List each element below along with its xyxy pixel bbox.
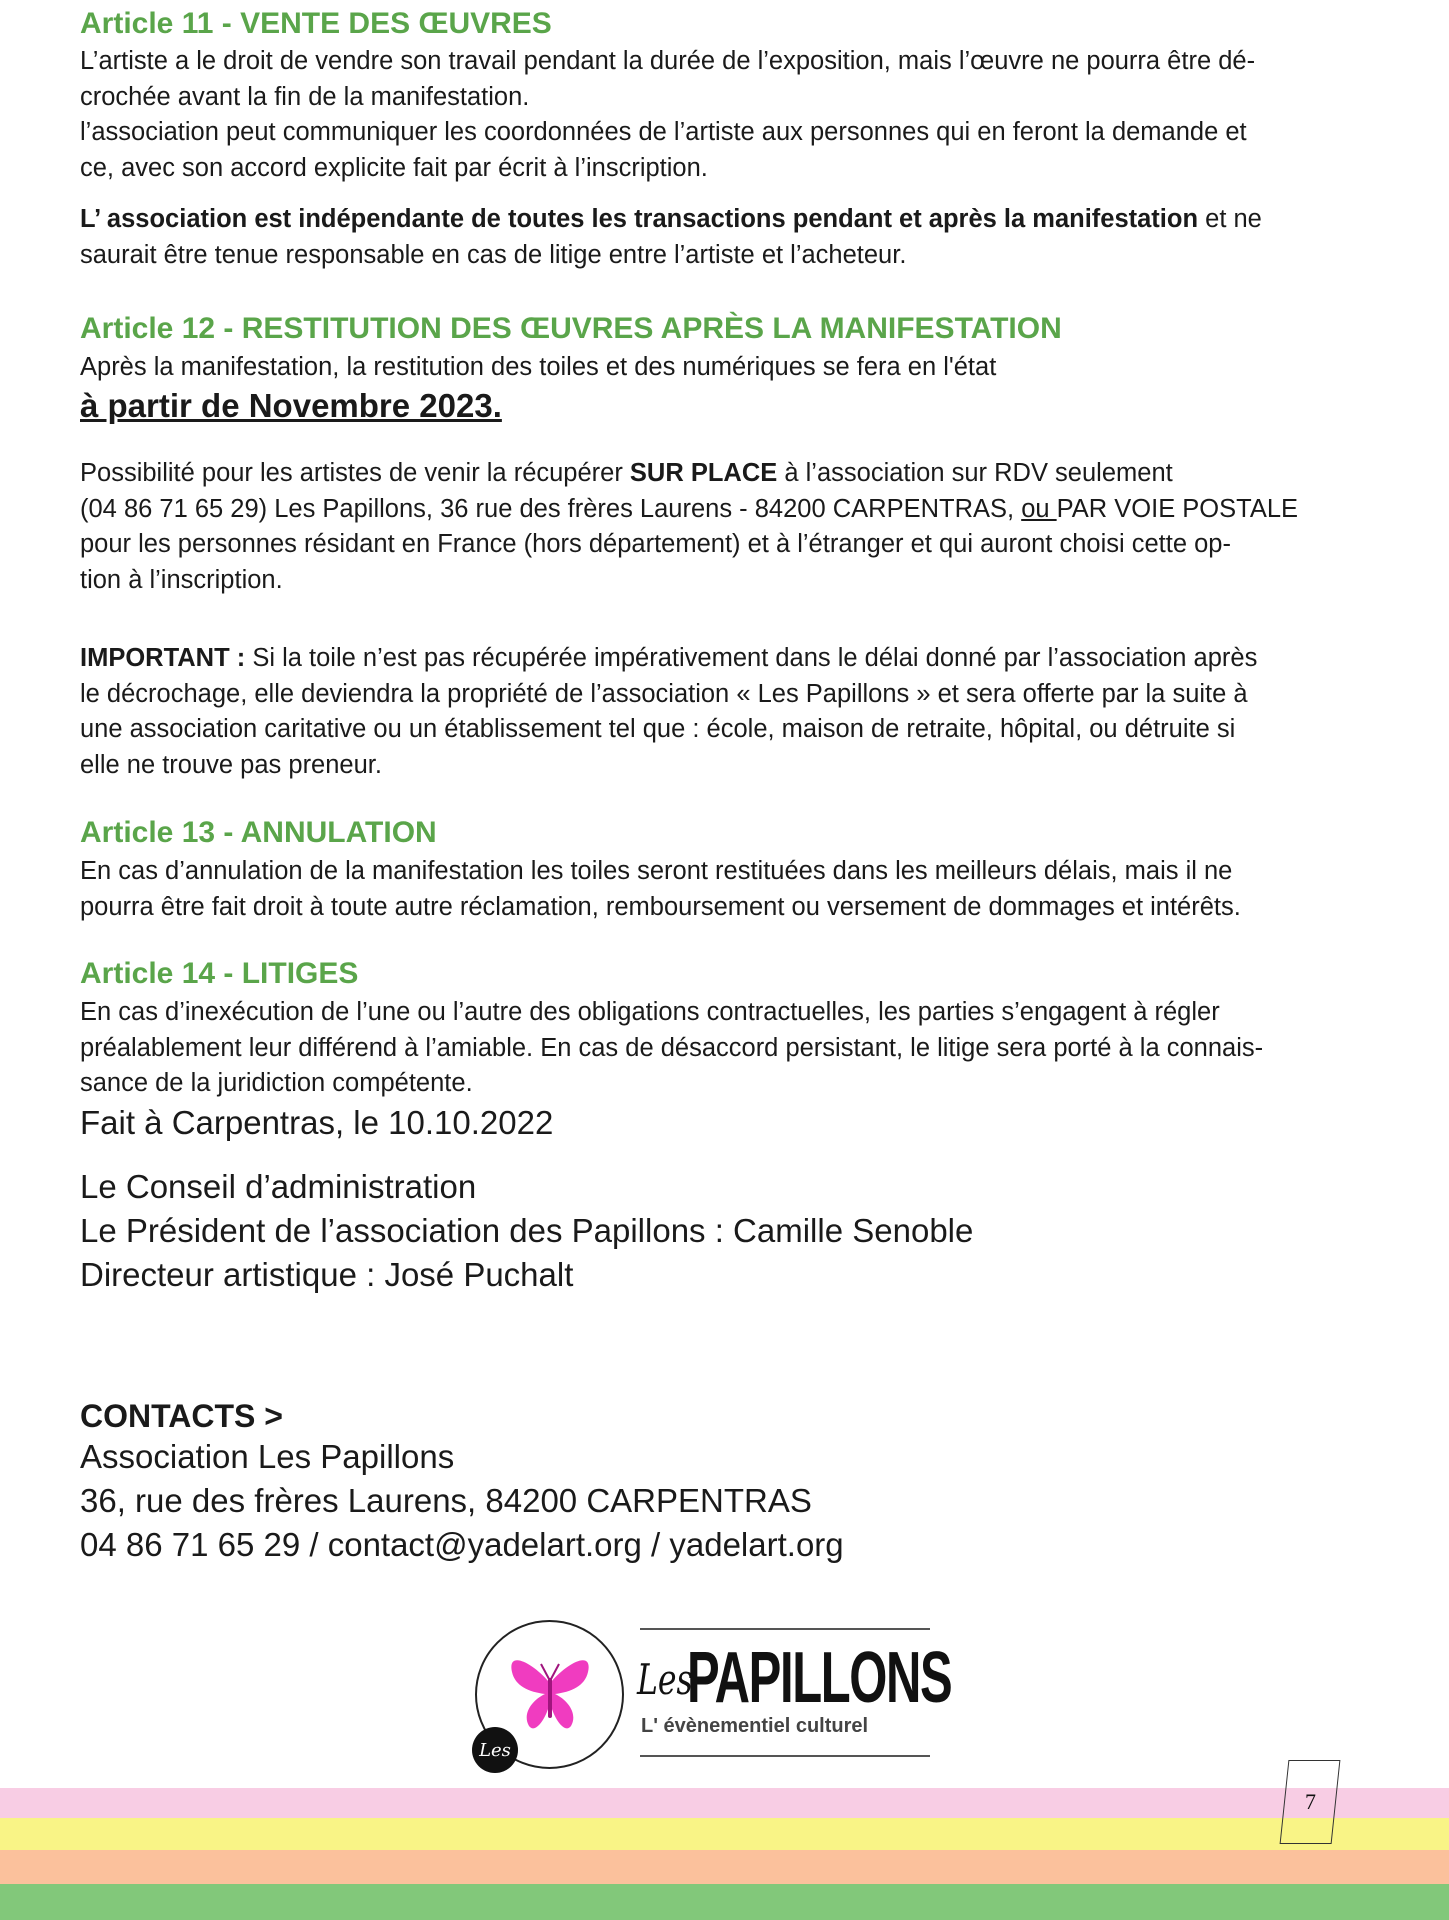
logo-name: PAPILLONS xyxy=(687,1638,952,1718)
text-line: pour les personnes résidant en France (hors département) et à l’étranger et qui auront choisi cette op- xyxy=(80,530,1231,558)
les-papillons-logo xyxy=(475,1615,952,1775)
footer-stripe-green xyxy=(0,1884,1449,1920)
footer-stripe-orange xyxy=(0,1850,1449,1884)
president-line: Le Président de l’association des Papillons : Camille Senoble xyxy=(80,1212,974,1249)
contact-name: Association Les Papillons xyxy=(80,1438,455,1475)
bold-statement: L’ association est indépendante de toutes les transactions pendant et après la manifestation xyxy=(80,205,1199,233)
article-11-paragraph-2 xyxy=(80,202,1262,273)
board-line: Le Conseil d’administration xyxy=(80,1168,477,1205)
text-run: (04 86 71 65 29) Les Papillons, 36 rue des frères Laurens - 84200 CARPENTRAS, xyxy=(80,494,1022,523)
footer-stripe-pink xyxy=(0,1788,1449,1818)
text-line: tion à l’inscription. xyxy=(80,565,283,594)
text-run: et ne xyxy=(1198,205,1262,233)
article-12-title: Article 12 - RESTITUTION DES ŒUVRES APRÈS LA MANIFESTATION xyxy=(80,312,1062,345)
logo-divider xyxy=(640,1755,930,1757)
article-13-title: Article 13 - ANNULATION xyxy=(80,816,437,849)
text-line: L’artiste a le droit de vendre son travail pendant la durée de l’exposition, mais l’œuvre ne pourra être dé- xyxy=(80,47,1256,75)
text-run: Possibilité pour les artistes de venir la récupérer xyxy=(80,459,630,487)
important-notice xyxy=(80,641,1257,783)
article-11-paragraph-1 xyxy=(80,44,1255,186)
signatories xyxy=(80,1165,973,1297)
underlined-run: ou xyxy=(1021,494,1057,523)
text-line: En cas d’inexécution de l’une ou l’autre des obligations contractuelles, les parties s’engagent à régler xyxy=(80,998,1220,1026)
restitution-date: à partir de Novembre 2023. xyxy=(80,387,502,424)
page-number xyxy=(1280,1760,1341,1844)
text-line: En cas d’annulation de la manifestation les toiles seront restituées dans les meilleurs délais, mais il ne xyxy=(80,857,1233,885)
contacts-block xyxy=(80,1435,844,1567)
logo-divider xyxy=(640,1628,930,1630)
text-line: saurait être tenue responsable en cas de litige entre l’artiste et l’acheteur. xyxy=(80,240,907,269)
text-line: crochée avant la fin de la manifestation. xyxy=(80,82,530,111)
text-line: ce, avec son accord explicite fait par écrit à l’inscription. xyxy=(80,153,708,182)
signature-date: Fait à Carpentras, le 10.10.2022 xyxy=(80,1104,554,1141)
contacts-title: CONTACTS > xyxy=(80,1398,283,1434)
article-12-paragraph-1: Après la manifestation, la restitution des toiles et des numériques se fera en l'état xyxy=(80,353,997,381)
contact-address: 36, rue des frères Laurens, 84200 CARPENTRAS xyxy=(80,1482,812,1519)
bold-run: SUR PLACE xyxy=(629,459,778,487)
contact-info: 04 86 71 65 29 / contact@yadelart.org / yadelart.org xyxy=(80,1526,844,1563)
logo-les: Les xyxy=(637,1655,693,1704)
text-line: elle ne trouve pas preneur. xyxy=(80,750,382,779)
logo-badge: Les xyxy=(472,1727,518,1773)
page-number-value: 7 xyxy=(1304,1789,1316,1814)
director-line: Directeur artistique : José Puchalt xyxy=(80,1256,574,1293)
text-line: une association caritative ou un établissement tel que : école, maison de retraite, hôpital, ou détruite si xyxy=(80,715,1236,743)
text-line: le décrochage, elle deviendra la propriété de l’association « Les Papillons » et sera offerte par la suite à xyxy=(80,679,1248,708)
article-14-paragraph xyxy=(80,995,1263,1102)
article-11-title: Article 11 - VENTE DES ŒUVRES xyxy=(80,7,552,40)
article-12-paragraph-2 xyxy=(80,456,1298,598)
text-line: sance de la juridiction compétente. xyxy=(80,1069,473,1097)
important-label: IMPORTANT : xyxy=(80,644,246,672)
logo-tagline: L' évènementiel culturel xyxy=(641,1715,869,1737)
text-run: à l’association sur RDV seulement xyxy=(777,459,1173,487)
article-14-title: Article 14 - LITIGES xyxy=(80,957,359,990)
article-13-paragraph xyxy=(80,854,1241,925)
text-line: l’association peut communiquer les coordonnées de l’artiste aux personnes qui en feront la demande et xyxy=(80,118,1247,146)
text-line: pourra être fait droit à toute autre réclamation, remboursement ou versement de dommages et intérêts. xyxy=(80,892,1241,921)
text-run: PAR VOIE POSTALE xyxy=(1056,494,1299,523)
text-line: préalablement leur différend à l’amiable. En cas de désaccord persistant, le litige sera porté à la connais- xyxy=(80,1033,1264,1062)
footer-stripe-yellow xyxy=(0,1818,1449,1850)
text-run: Si la toile n’est pas récupérée impérativement dans le délai donné par l’association après xyxy=(245,644,1258,672)
